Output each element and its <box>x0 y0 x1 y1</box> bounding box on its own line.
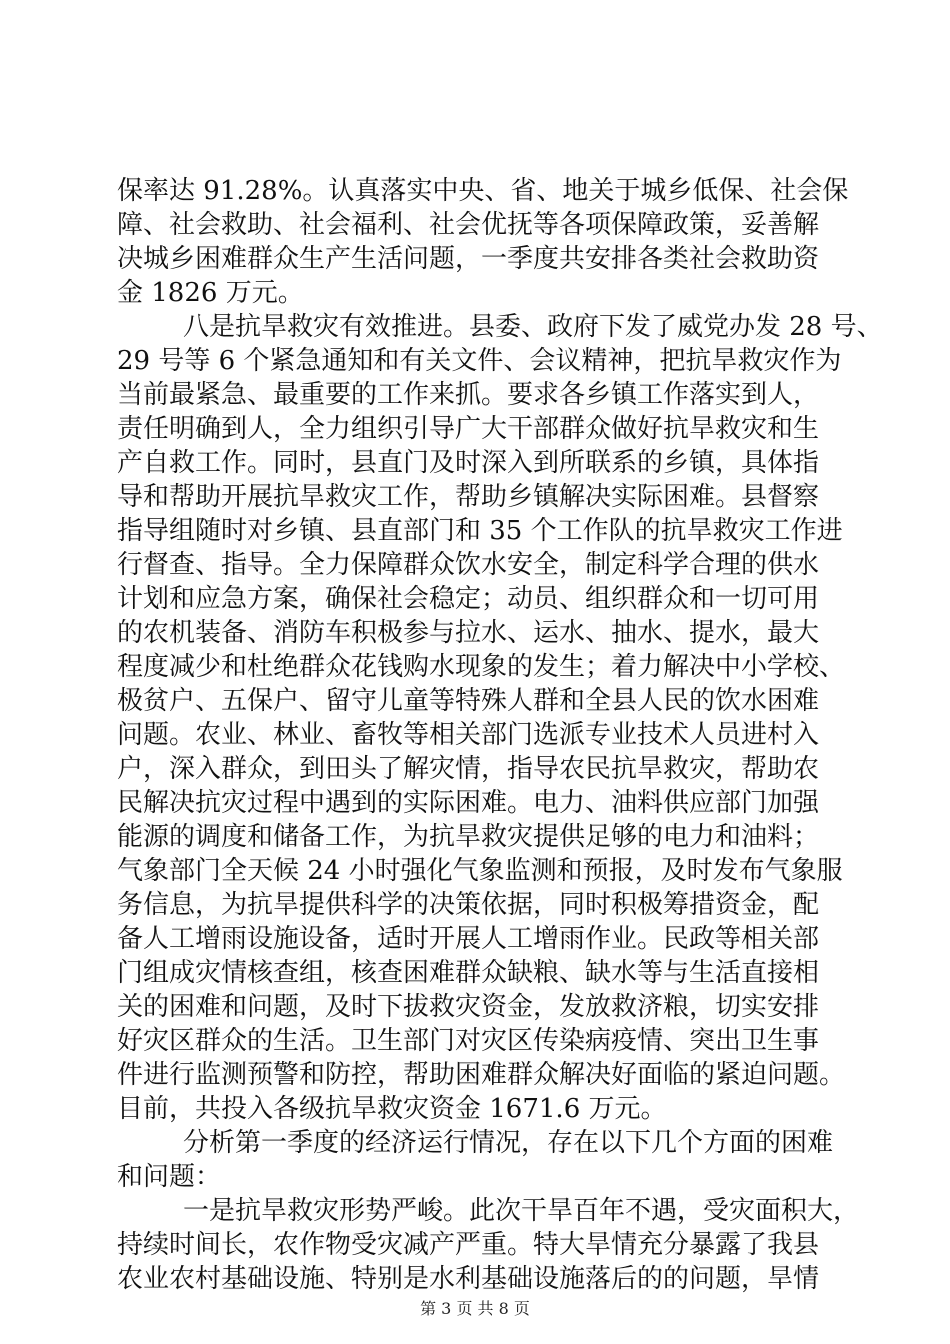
text-line: 指导组随时对乡镇、县直部门和 35 个工作队的抗旱救灾工作进 <box>117 516 843 546</box>
text-line: 行督查、指导。全力保障群众饮水安全，制定科学合理的供水 <box>117 550 820 580</box>
text-line: 持续时间长，农作物受灾减产严重。特大旱情充分暴露了我县 <box>117 1230 820 1260</box>
paragraph-start-line: 一是抗旱救灾形势严峻。此次干旱百年不遇，受灾面积大， <box>183 1196 860 1226</box>
text-line: 目前，共投入各级抗旱救灾资金 1671.6 万元。 <box>117 1094 667 1124</box>
paragraph-start-line: 八是抗旱救灾有效推进。县委、政府下发了威党办发 28 号、 <box>183 312 883 342</box>
text-line: 产自救工作。同时，县直门及时深入到所联系的乡镇，具体指 <box>117 448 820 478</box>
text-line: 的农机装备、消防车积极参与拉水、运水、抽水、提水，最大 <box>117 618 820 648</box>
text-line: 户，深入群众，到田头了解灾情，指导农民抗旱救灾，帮助农 <box>117 754 820 784</box>
text-line: 保率达 91.28%。认真落实中央、省、地关于城乡低保、社会保 <box>117 176 849 206</box>
text-line: 当前最紧急、最重要的工作来抓。要求各乡镇工作落实到人， <box>117 380 820 410</box>
text-line: 气象部门全天候 24 小时强化气象监测和预报，及时发布气象服 <box>117 856 843 886</box>
text-line: 民解决抗灾过程中遇到的实际困难。电力、油料供应部门加强 <box>117 788 820 818</box>
text-line: 关的困难和问题，及时下拔救灾资金，发放救济粮，切实安排 <box>117 992 820 1022</box>
text-line: 问题。农业、林业、畜牧等相关部门选派专业技术人员进村入 <box>117 720 820 750</box>
text-line: 决城乡困难群众生产生活问题，一季度共安排各类社会救助资 <box>117 244 820 274</box>
text-line: 能源的调度和储备工作，为抗旱救灾提供足够的电力和油料； <box>117 822 820 852</box>
text-line: 计划和应急方案，确保社会稳定；动员、组织群众和一切可用 <box>117 584 820 614</box>
text-line: 29 号等 6 个紧急通知和有关文件、会议精神，把抗旱救灾作为 <box>117 346 842 376</box>
text-line: 导和帮助开展抗旱救灾工作，帮助乡镇解决实际困难。县督察 <box>117 482 820 512</box>
paragraph-start-line: 分析第一季度的经济运行情况，存在以下几个方面的困难 <box>183 1128 834 1158</box>
text-line: 障、社会救助、社会福利、社会优抚等各项保障政策，妥善解 <box>117 210 820 240</box>
text-line: 金 1826 万元。 <box>117 278 304 308</box>
text-line: 备人工增雨设施设备，适时开展人工增雨作业。民政等相关部 <box>117 924 820 954</box>
text-line: 农业农村基础设施、特别是水利基础设施落后的的问题，旱情 <box>117 1264 820 1294</box>
text-line: 门组成灾情核查组，核查困难群众缺粮、缺水等与生活直接相 <box>117 958 820 988</box>
page-number-footer: 第 3 页 共 8 页 <box>420 1299 530 1318</box>
text-line: 和问题： <box>117 1162 222 1192</box>
text-line: 责任明确到人，全力组织引导广大干部群众做好抗旱救灾和生 <box>117 414 820 444</box>
text-line: 好灾区群众的生活。卫生部门对灾区传染病疫情、突出卫生事 <box>117 1026 820 1056</box>
text-line: 程度减少和杜绝群众花钱购水现象的发生；着力解决中小学校、 <box>117 652 846 682</box>
text-line: 务信息，为抗旱提供科学的决策依据，同时积极筹措资金，配 <box>117 890 820 920</box>
text-line: 件进行监测预警和防控，帮助困难群众解决好面临的紧迫问题。 <box>117 1060 846 1090</box>
text-line: 极贫户、五保户、留守儿童等特殊人群和全县人民的饮水困难 <box>117 686 820 716</box>
